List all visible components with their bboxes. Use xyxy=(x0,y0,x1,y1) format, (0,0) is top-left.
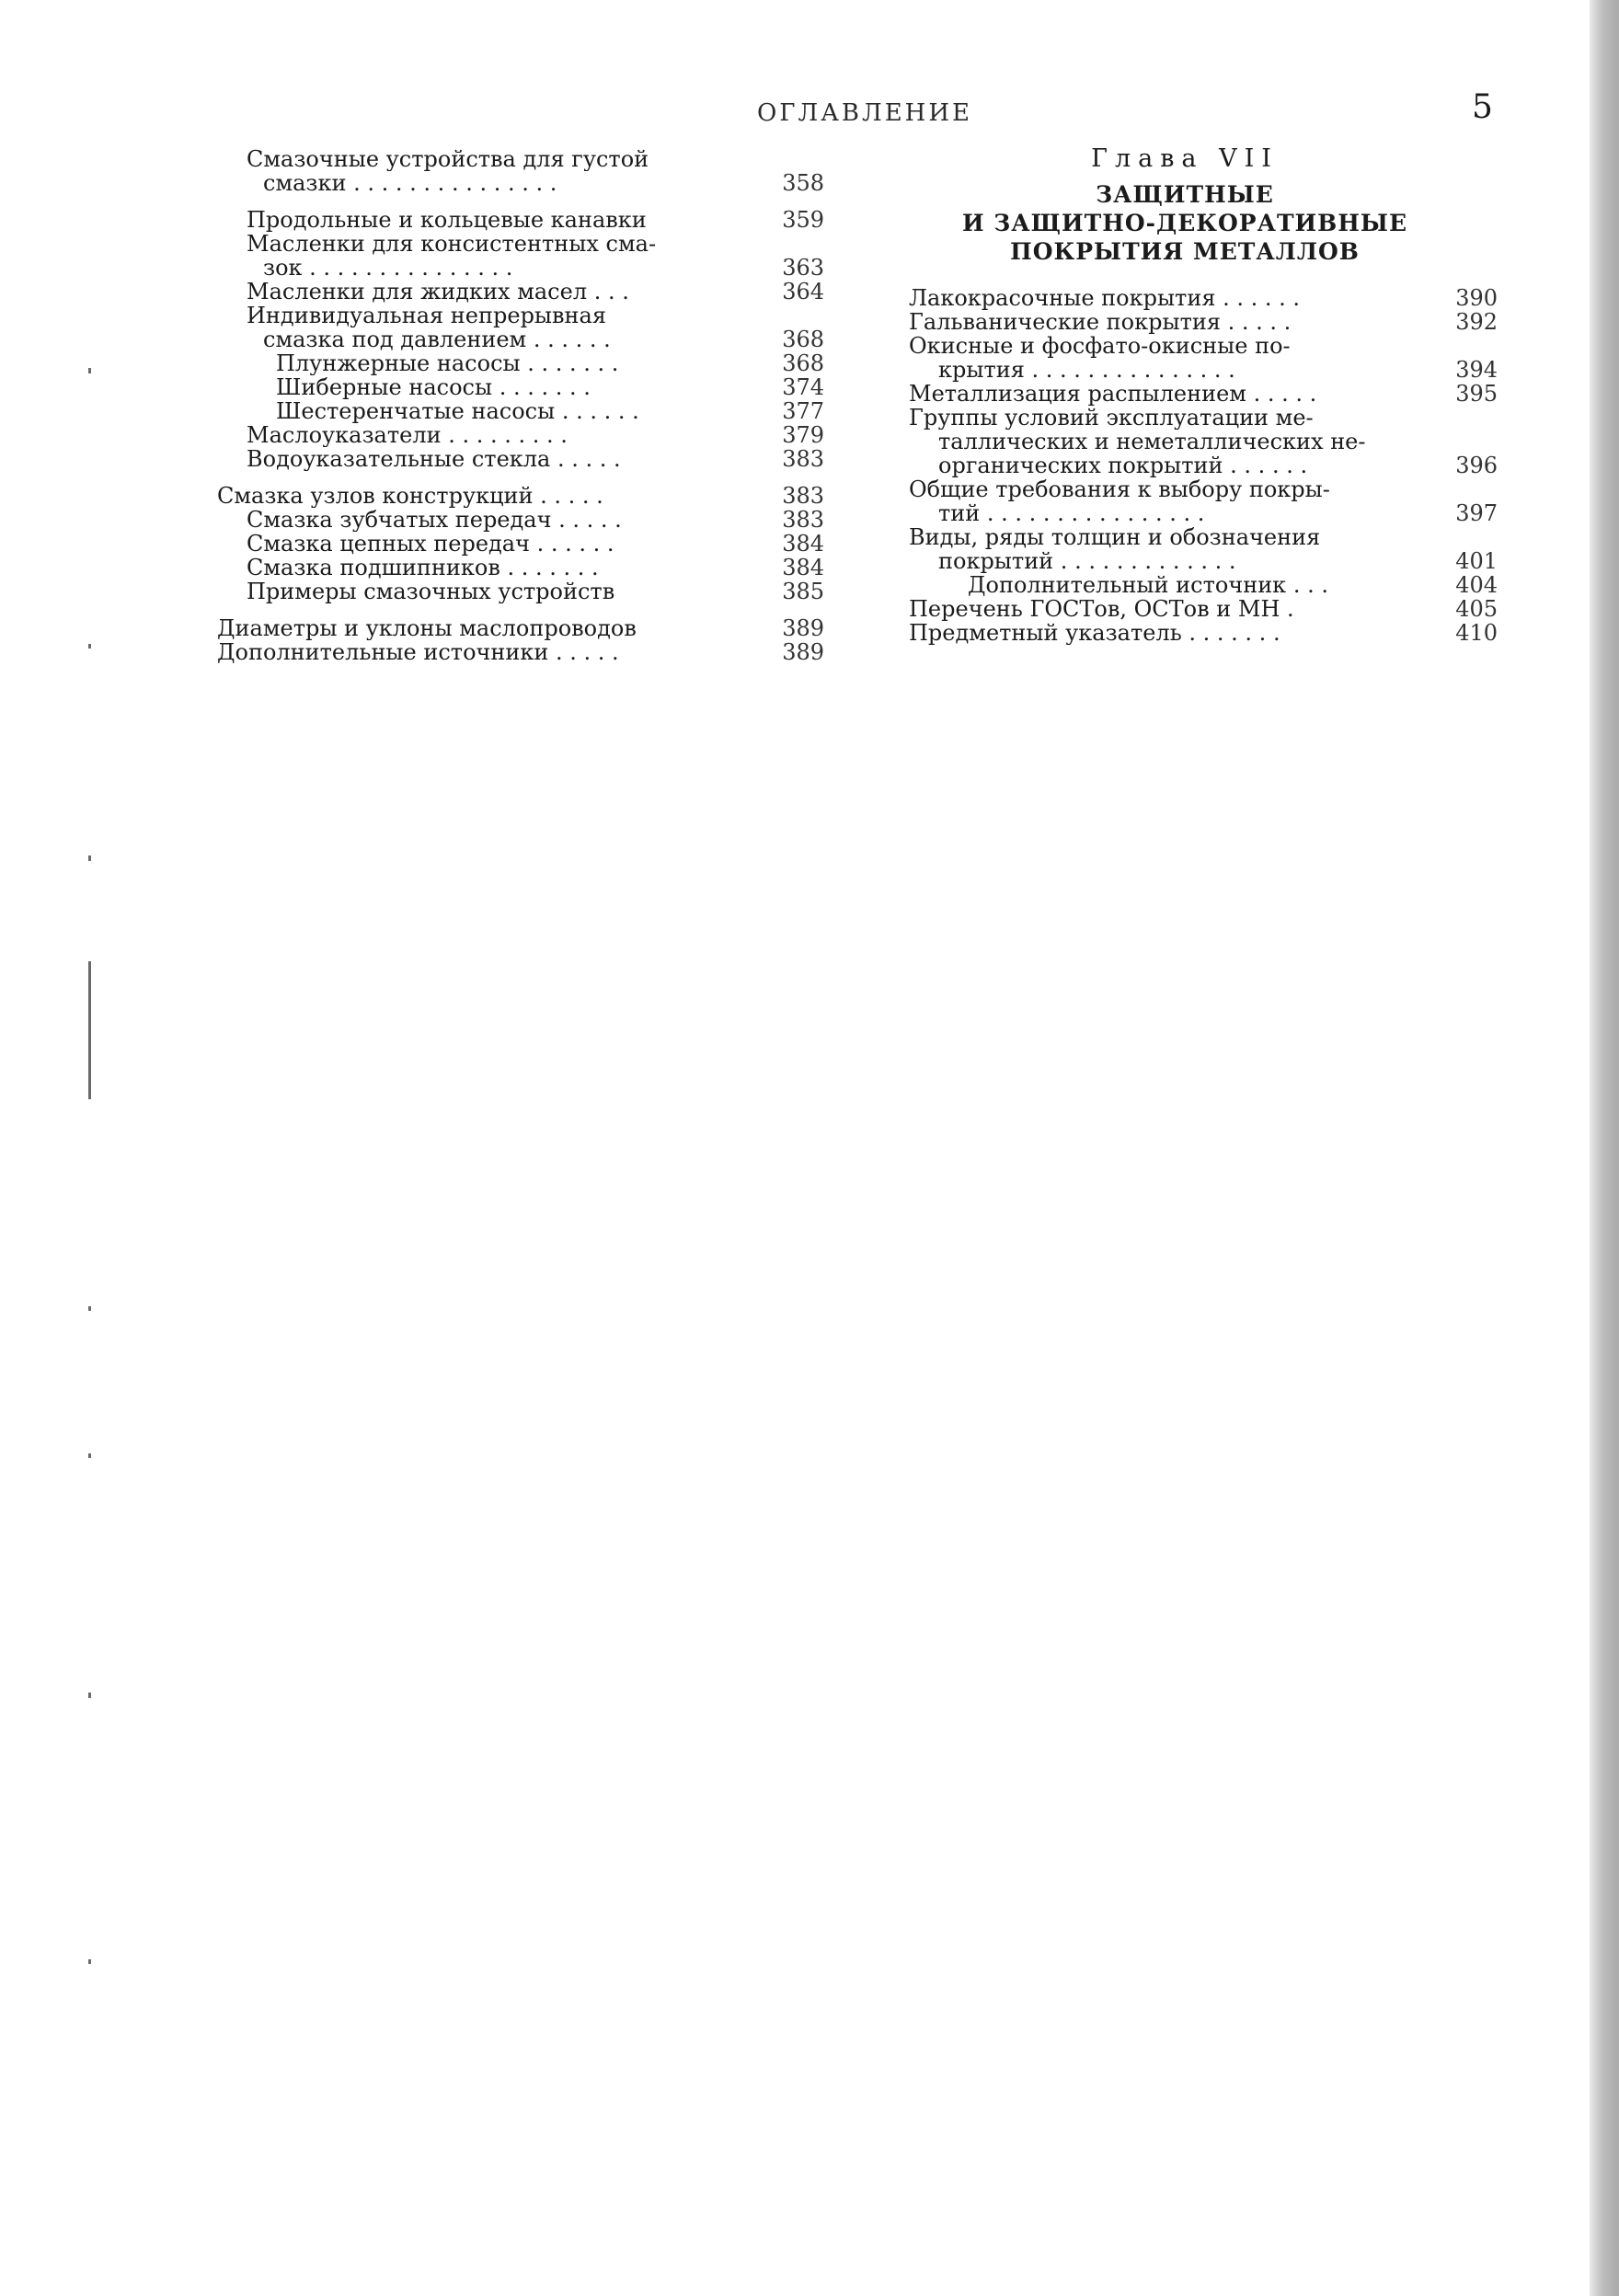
toc-entry[interactable] xyxy=(217,616,824,640)
toc-entry-page: 368 xyxy=(782,350,824,376)
toc-entry-title: Гальванические покрытия . . . . . xyxy=(909,310,1292,334)
toc-entry[interactable] xyxy=(217,508,824,532)
toc-entry[interactable] xyxy=(909,621,1498,645)
toc-entry-page: 396 xyxy=(1455,453,1498,478)
toc-entry-title: Диаметры и уклоны маслопроводов xyxy=(217,616,637,640)
toc-entry[interactable] xyxy=(217,208,824,232)
toc-entry[interactable] xyxy=(217,147,824,171)
toc-entry[interactable] xyxy=(909,549,1498,573)
toc-entry-title: Предметный указатель . . . . . . . xyxy=(909,621,1280,645)
toc-entry[interactable] xyxy=(217,256,824,280)
toc-entry-title: покрытий . . . . . . . . . . . . . xyxy=(938,549,1236,573)
toc-entry-page: 405 xyxy=(1455,596,1498,622)
toc-entry-title: Водоуказательные стекла . . . . . xyxy=(247,447,621,471)
chapter-title xyxy=(909,180,1498,266)
toc-entry[interactable] xyxy=(217,375,824,399)
toc-entry[interactable] xyxy=(909,358,1498,382)
toc-entry[interactable] xyxy=(217,640,824,664)
toc-entry-title: Перечень ГОСТов, ОСТов и МН . xyxy=(909,597,1294,621)
toc-entry-page: 374 xyxy=(782,374,824,400)
toc-entry[interactable] xyxy=(909,453,1498,477)
scan-edge-shadow xyxy=(1590,0,1619,2296)
toc-entry-page: 394 xyxy=(1455,357,1498,383)
toc-entry-title: крытия . . . . . . . . . . . . . . . xyxy=(938,358,1235,382)
toc-entry-title: Лакокрасочные покрытия . . . . . . xyxy=(909,286,1301,310)
toc-entry[interactable] xyxy=(217,447,824,471)
toc-entry-page: 389 xyxy=(782,639,824,665)
toc-entry-page: 383 xyxy=(782,507,824,533)
page-header-title: ОГЛАВЛЕНИЕ xyxy=(756,99,973,127)
toc-entry-page: 359 xyxy=(782,207,824,233)
toc-entry-page: 383 xyxy=(782,483,824,509)
toc-entry-title: таллических и неметаллических не- xyxy=(938,430,1366,453)
chapter-label: Глава VII xyxy=(1091,144,1279,173)
toc-entry[interactable] xyxy=(909,597,1498,621)
toc-entry-title: Смазка зубчатых передач . . . . . xyxy=(247,508,622,532)
toc-entry-title: смазка под давлением . . . . . . xyxy=(263,327,611,351)
toc-entry-title: Индивидуальная непрерывная xyxy=(247,304,606,327)
chapter-title-line: ЗАЩИТНЫЕ xyxy=(1096,181,1274,208)
toc-entry-page: 377 xyxy=(782,398,824,424)
toc-entry-title: Группы условий эксплуатации ме- xyxy=(909,406,1314,430)
toc-entry[interactable] xyxy=(909,525,1498,549)
toc-entry-page: 390 xyxy=(1455,285,1498,311)
chapter-title-line: ПОКРЫТИЯ МЕТАЛЛОВ xyxy=(1010,238,1360,265)
toc-right-column xyxy=(909,144,1498,646)
toc-entry[interactable] xyxy=(909,501,1498,525)
toc-entry-page: 363 xyxy=(782,255,824,281)
page-number: 5 xyxy=(1472,88,1493,126)
toc-entry-page: 384 xyxy=(782,531,824,557)
toc-entry[interactable] xyxy=(909,477,1498,501)
toc-entry-title: Примеры смазочных устройств xyxy=(247,580,615,603)
toc-entry-title: смазки . . . . . . . . . . . . . . . xyxy=(263,171,557,195)
toc-entry-title: Виды, ряды толщин и обозначения xyxy=(909,525,1321,549)
toc-entry-title: Общие требования к выбору покры- xyxy=(909,477,1330,501)
toc-entry-title: Смазка узлов конструкций . . . . . xyxy=(217,484,603,508)
toc-entry-page: 410 xyxy=(1455,620,1498,646)
toc-entry[interactable] xyxy=(217,171,824,195)
toc-entry-title: Смазка цепных передач . . . . . . xyxy=(247,532,614,556)
toc-entry-title: Металлизация распылением . . . . . xyxy=(909,382,1317,406)
toc-entry-page: 392 xyxy=(1455,309,1498,335)
toc-entry-page: 364 xyxy=(782,279,824,304)
toc-entry-title: Окисные и фосфато-окисные по- xyxy=(909,334,1291,358)
toc-entry-page: 368 xyxy=(782,327,824,352)
toc-entry-page: 384 xyxy=(782,555,824,580)
toc-entry[interactable] xyxy=(217,399,824,423)
toc-entry[interactable] xyxy=(217,423,824,447)
toc-entry[interactable] xyxy=(909,334,1498,358)
toc-entry-title: Смазка подшипников . . . . . . . xyxy=(247,556,599,580)
toc-entry[interactable] xyxy=(909,310,1498,334)
toc-entry-page: 395 xyxy=(1455,381,1498,407)
toc-entry-title: зок . . . . . . . . . . . . . . . xyxy=(263,256,513,280)
toc-entry-title: тий . . . . . . . . . . . . . . . . xyxy=(938,501,1205,525)
toc-entry-page: 358 xyxy=(782,170,824,196)
toc-entry[interactable] xyxy=(217,556,824,580)
toc-entry[interactable] xyxy=(217,232,824,256)
toc-entry-title: Масленки для жидких масел . . . xyxy=(247,280,629,304)
toc-entry[interactable] xyxy=(909,286,1498,310)
toc-entry-page: 383 xyxy=(782,446,824,472)
toc-entry-title: Маслоуказатели . . . . . . . . . xyxy=(247,423,568,447)
toc-entry-page: 397 xyxy=(1455,500,1498,526)
toc-entry[interactable] xyxy=(217,484,824,508)
toc-entry-title: Масленки для консистентных сма- xyxy=(247,232,657,256)
toc-entry-title: Шиберные насосы . . . . . . . xyxy=(276,375,591,399)
toc-entry-title: Шестеренчатые насосы . . . . . . xyxy=(276,399,639,423)
toc-entry-page: 379 xyxy=(782,422,824,448)
toc-entry-title: Плунжерные насосы . . . . . . . xyxy=(276,351,619,375)
binding-marks xyxy=(88,0,92,2296)
toc-entry-title: Дополнительные источники . . . . . xyxy=(217,640,619,664)
toc-entry-page: 404 xyxy=(1455,572,1498,598)
toc-entry[interactable] xyxy=(217,304,824,327)
toc-entry-title: Дополнительный источник . . . xyxy=(968,573,1328,597)
chapter-title-line: И ЗАЩИТНО-ДЕКОРАТИВНЫЕ xyxy=(961,210,1408,236)
toc-entry-page: 389 xyxy=(782,615,824,641)
toc-entry[interactable] xyxy=(909,406,1498,430)
toc-entry[interactable] xyxy=(909,382,1498,406)
toc-entry-title: Смазочные устройства для густой xyxy=(247,147,649,171)
toc-entry[interactable] xyxy=(217,532,824,556)
toc-entry[interactable] xyxy=(217,280,824,304)
toc-entry[interactable] xyxy=(909,573,1498,597)
toc-entry[interactable] xyxy=(217,351,824,375)
toc-entry-title: органических покрытий . . . . . . xyxy=(938,453,1308,477)
toc-entry[interactable] xyxy=(217,327,824,351)
toc-entry[interactable] xyxy=(909,430,1498,453)
toc-entry-title: Продольные и кольцевые канавки xyxy=(247,208,647,232)
toc-entry[interactable] xyxy=(217,580,824,603)
toc-left-column xyxy=(217,147,824,664)
toc-entry-page: 385 xyxy=(782,579,824,604)
toc-entry-page: 401 xyxy=(1455,548,1498,574)
